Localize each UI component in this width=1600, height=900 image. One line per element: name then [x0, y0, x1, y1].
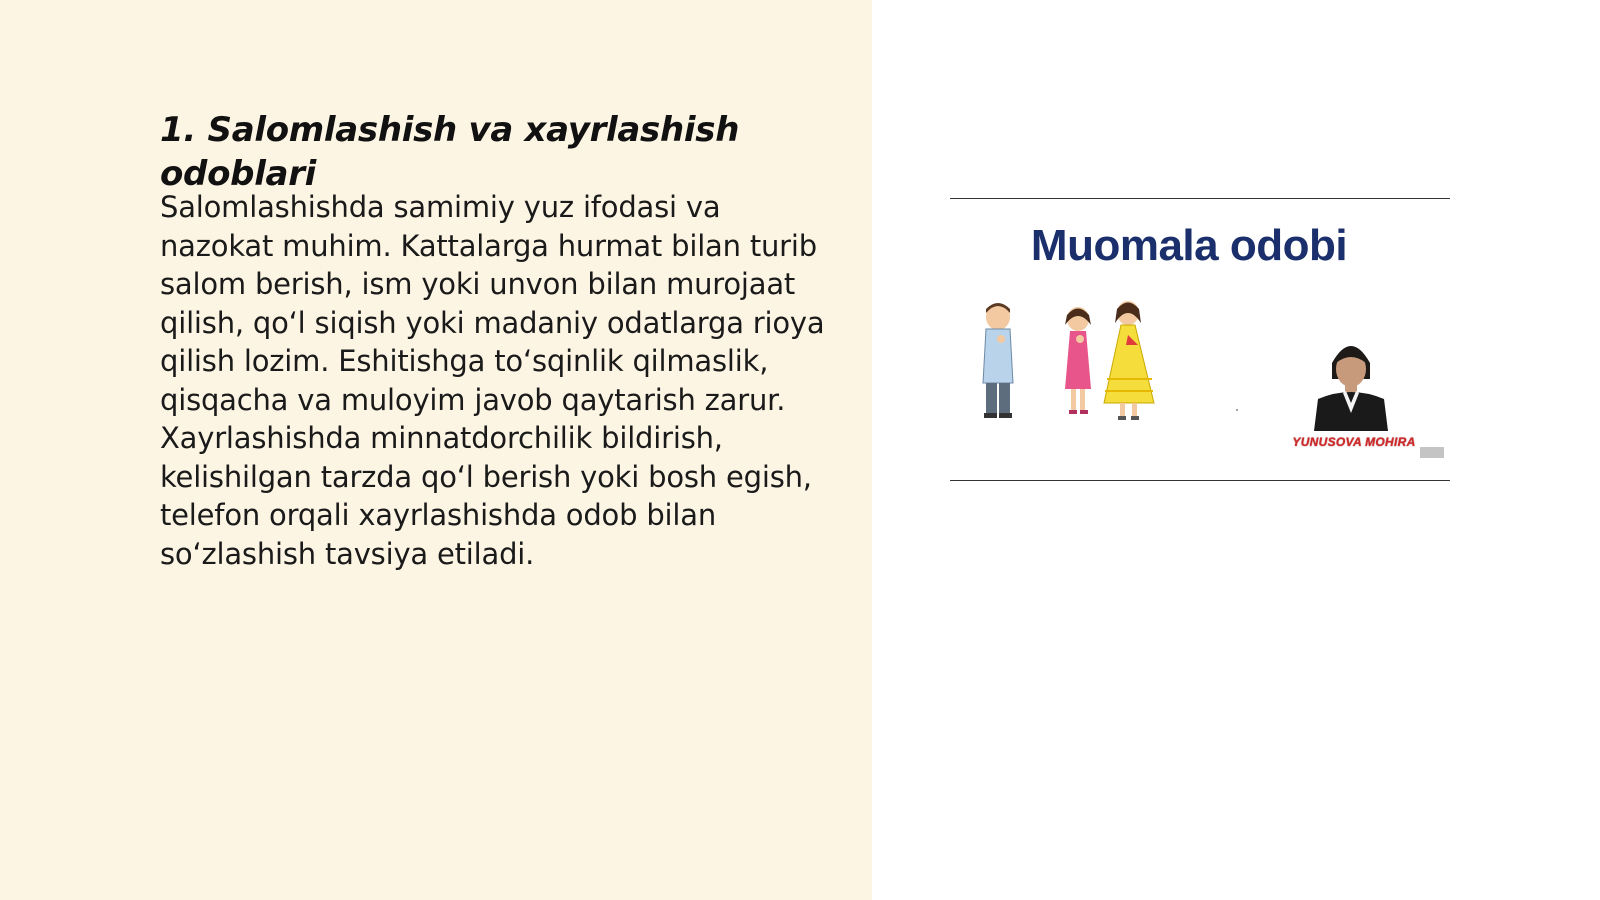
- presenter-portrait: [1312, 333, 1390, 431]
- slide-image: [950, 198, 1450, 481]
- image-title: Muomala odobi: [1030, 221, 1348, 270]
- girl-pink-figure: [1065, 307, 1091, 414]
- corner-mark: [1420, 447, 1444, 458]
- slide-body-text: Salomlashishda samimiy yuz ifodasi va nazokat muhim. Kattalarga hurmat bilan turib salom berish, ism yoki unvon bilan murojaat qilish, qo‘l siqish yoki madaniy odatlarga rioya qilish lozim. Eshitishga to‘sqinlik qilmaslik, qisqacha va muloyim javob qaytarish zarur. Xayrlashishda minnatdorchilik bildirish, kelishilgan tarzda qo‘l berish yoki bosh egish, telefon orqali xayrlashishda odob bilan so‘zlashish tavsiya etiladi.: [160, 190, 825, 571]
- boy-figure: [983, 303, 1013, 418]
- slide-heading: 1. Salomlashish va xayrlashish odoblari: [160, 110, 740, 194]
- text-block: [160, 108, 828, 573]
- dot-mark: [1236, 409, 1238, 411]
- presenter-name-caption: YUNUSOVA MOHIRA: [1292, 435, 1416, 449]
- girl-yellow-figure: [1104, 301, 1154, 420]
- children-illustration: [976, 299, 1176, 429]
